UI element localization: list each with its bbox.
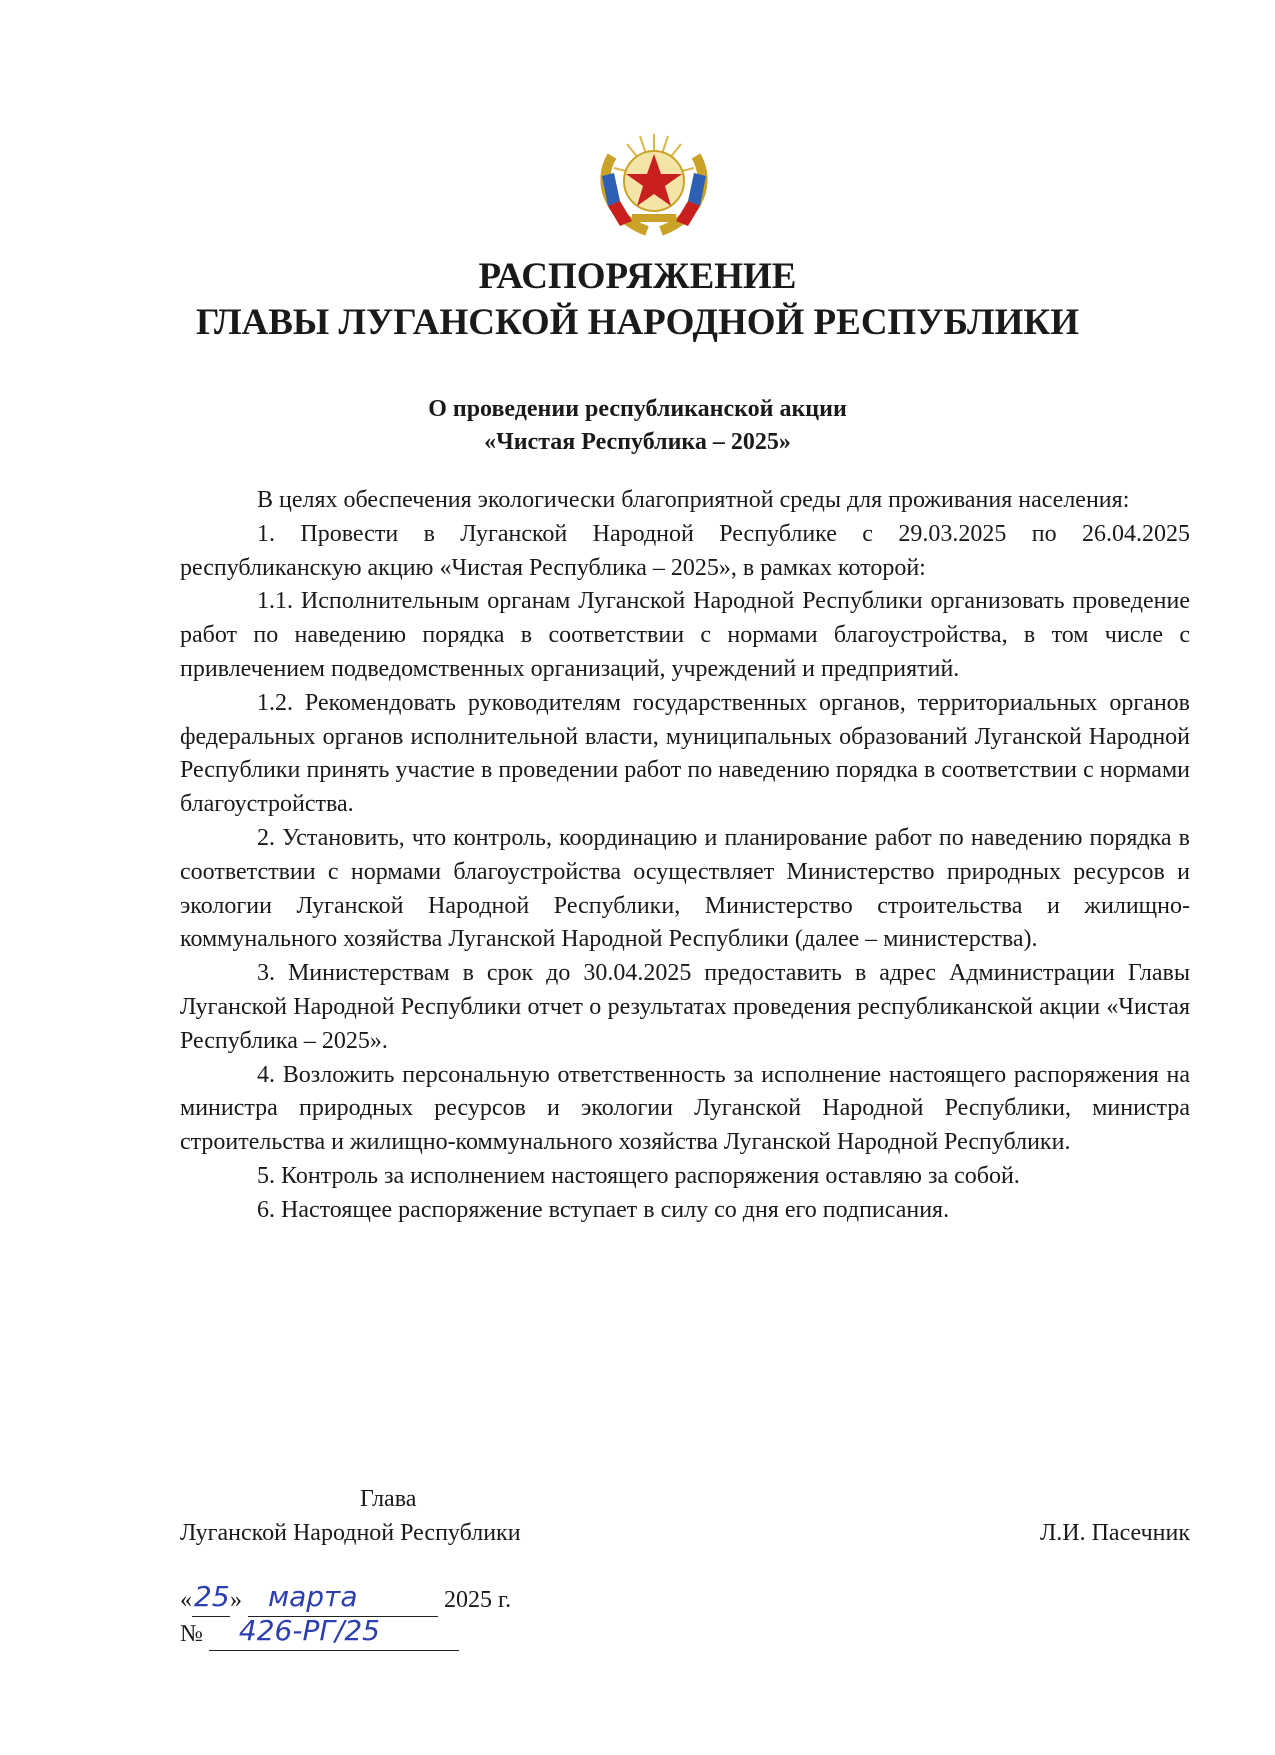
body-paragraph-item-1: 1. Провести в Луганской Народной Республике с 29.03.2025 по 26.04.2025 республиканскую акцию «Чистая Республика – 2025», в рамках которой: bbox=[180, 520, 1190, 581]
number-label: № bbox=[180, 1621, 203, 1647]
signatory-name: Л.И. Пасечник bbox=[1039, 1520, 1190, 1546]
document-subject-line1: О проведении республиканской акции bbox=[428, 396, 847, 422]
document-subject-line2: «Чистая Республика – 2025» bbox=[484, 429, 791, 455]
document-number-field bbox=[209, 1614, 459, 1651]
body-paragraph-item-1-2: 1.2. Рекомендовать руководителям государственных органов, территориальных органов федеральных органов исполнительной власти, муниципальных образований Луганской Народной Республики принять участие в проведении работ по наведению порядка в соответствии с нормами благоустройства. bbox=[180, 689, 1190, 818]
signatory-position-line2: Луганской Народной Республики bbox=[180, 1520, 521, 1546]
date-month-handwritten: марта bbox=[268, 1580, 358, 1613]
body-paragraph-preamble: В целях обеспечения экологически благоприятной среды для проживания населения: bbox=[257, 487, 1130, 513]
body-paragraph-item-4: 4. Возложить персональную ответственность за исполнение настоящего распоряжения на министра природных ресурсов и экологии Луганской Народной Республики, министра строительства и жилищно-коммунального хозяйства Луганской Народной Республики. bbox=[180, 1061, 1190, 1156]
date-day-handwritten: 25 bbox=[194, 1580, 230, 1613]
document-title: РАСПОРЯЖЕНИЕ bbox=[478, 256, 797, 297]
state-emblem-icon bbox=[592, 126, 716, 236]
body-paragraph-item-2: 2. Установить, что контроль, координацию и планирование работ по наведению порядка в соответствии с нормами благоустройства осуществляет Министерство природных ресурсов и экологии Луганской Народной Республики, Министерство строительства и жилищно-коммунального хозяйства Луганской Народной Республики (далее – министерства). bbox=[180, 824, 1190, 953]
date-month-field bbox=[248, 1580, 438, 1617]
body-paragraph-item-6: 6. Настоящее распоряжение вступает в силу со дня его подписания. bbox=[257, 1196, 950, 1223]
body-paragraph-item-5: 5. Контроль за исполнением настоящего распоряжения оставляю за собой. bbox=[257, 1162, 1020, 1189]
document-issuer: ГЛАВЫ ЛУГАНСКОЙ НАРОДНОЙ РЕСПУБЛИКИ bbox=[196, 302, 1079, 343]
signatory-position bbox=[180, 1482, 630, 1550]
document-body bbox=[180, 484, 1190, 1228]
date-year: 2025 г. bbox=[444, 1587, 512, 1613]
body-paragraph-item-3: 3. Министерствам в срок до 30.04.2025 предоставить в адрес Администрации Главы Луганской Народной Республики отчет о результатах проведения республиканской акции «Чистая Республика – 2025». bbox=[180, 960, 1190, 1054]
body-paragraph-item-1-1: 1.1. Исполнительным органам Луганской Народной Республики организовать проведение работ по наведению порядка в соответствии с нормами благоустройства, в том числе с привлечением подведомственных организаций, учреждений и предприятий. bbox=[180, 588, 1190, 682]
signatory-position-line1: Глава bbox=[360, 1486, 417, 1512]
document-date: « 25 » марта 2025 г. № 426-РГ/25 bbox=[180, 1583, 511, 1651]
document-number-handwritten: 426-РГ/25 bbox=[238, 1614, 380, 1647]
date-day-field bbox=[192, 1580, 230, 1617]
